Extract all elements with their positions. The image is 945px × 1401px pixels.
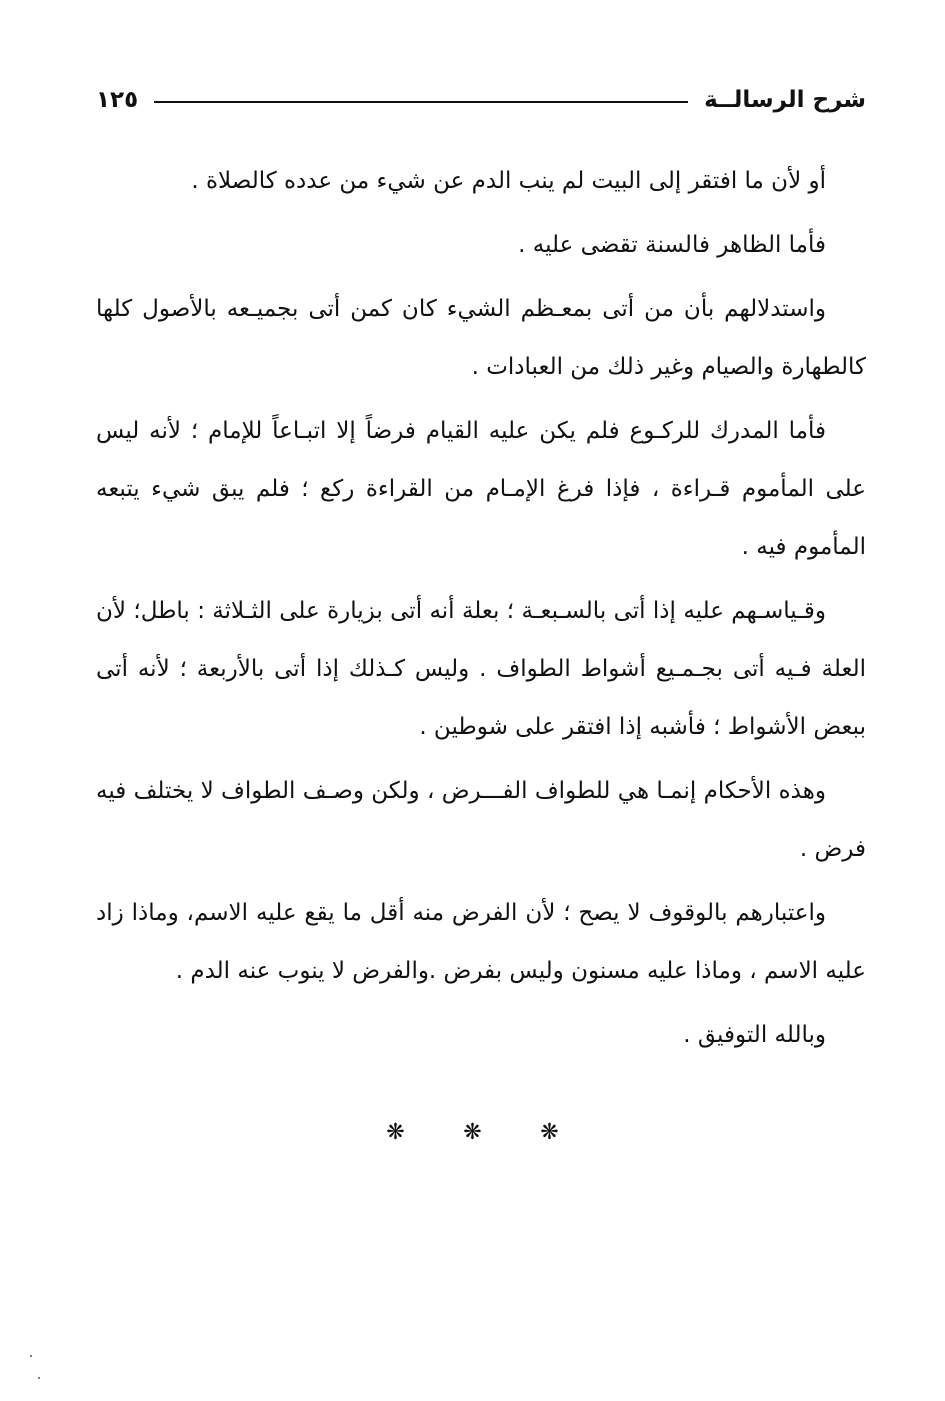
body-text bbox=[96, 152, 866, 1070]
page-number: ١٢٥ bbox=[96, 87, 139, 113]
page-header bbox=[96, 80, 866, 120]
header-rule bbox=[154, 101, 688, 103]
asterism-icon: ❋ bbox=[540, 1120, 559, 1145]
scan-speck bbox=[30, 1355, 32, 1357]
paragraph-6: وهذه الأحكام إنمـا هي للطواف الفـــرض ، ولكن وصـف الطواف لا يختلف فيه فرض . bbox=[96, 778, 866, 862]
scan-speck bbox=[38, 1377, 40, 1379]
paragraph-4: فأما المدرك للركـوع فلم يكن عليه القيام فرضاً إلا اتبـاعاً للإمام ؛ لأنه ليس على المأموم قـراءة ، فإذا فرغ الإمـام من القراءة ركع ؛ فلم يبق شيء يتبعه المأموم فيه . bbox=[96, 418, 866, 560]
paragraph-8: وبالله التوفيق . bbox=[683, 1022, 826, 1048]
section-divider bbox=[0, 1120, 945, 1145]
paragraph-3: واستدلالهم بأن من أتى بمعـظم الشيء كان كمن أتى بجميـعه بالأصول كلها كالطهارة والصيام وغير ذلك من العبادات . bbox=[96, 296, 866, 380]
paragraph-2: فأما الظاهر فالسنة تقضى عليه . bbox=[518, 232, 826, 258]
running-title: شرح الرسالــة bbox=[704, 87, 866, 113]
asterism-icon: ❋ bbox=[386, 1120, 405, 1145]
paragraph-7: واعتبارهم بالوقوف لا يصح ؛ لأن الفرض منه أقل ما يقع عليه الاسم، وماذا زاد عليه الاسم ، وماذا عليه مسنون وليس بفرض .والفرض لا ينوب عنه الدم . bbox=[96, 900, 866, 984]
paragraph-1: أو لأن ما افتقر إلى البيت لم ينب الدم عن شيء من عدده كالصلاة . bbox=[191, 168, 826, 194]
asterism-icon: ❋ bbox=[463, 1120, 482, 1145]
scan-specks bbox=[30, 1355, 42, 1385]
paragraph-5: وقـياسـهم عليه إذا أتى بالسـبعـة ؛ بعلة أنه أتى بزيارة على الثـلاثة : باطل؛ لأن العلة فـيه أتى بجـمـيع أشواط الطواف . وليس كـذلك إذا أتى بالأربعة ؛ لأنه أتى ببعض الأشواط ؛ فأشبه إذا افتقر على شوطين . bbox=[96, 598, 866, 740]
